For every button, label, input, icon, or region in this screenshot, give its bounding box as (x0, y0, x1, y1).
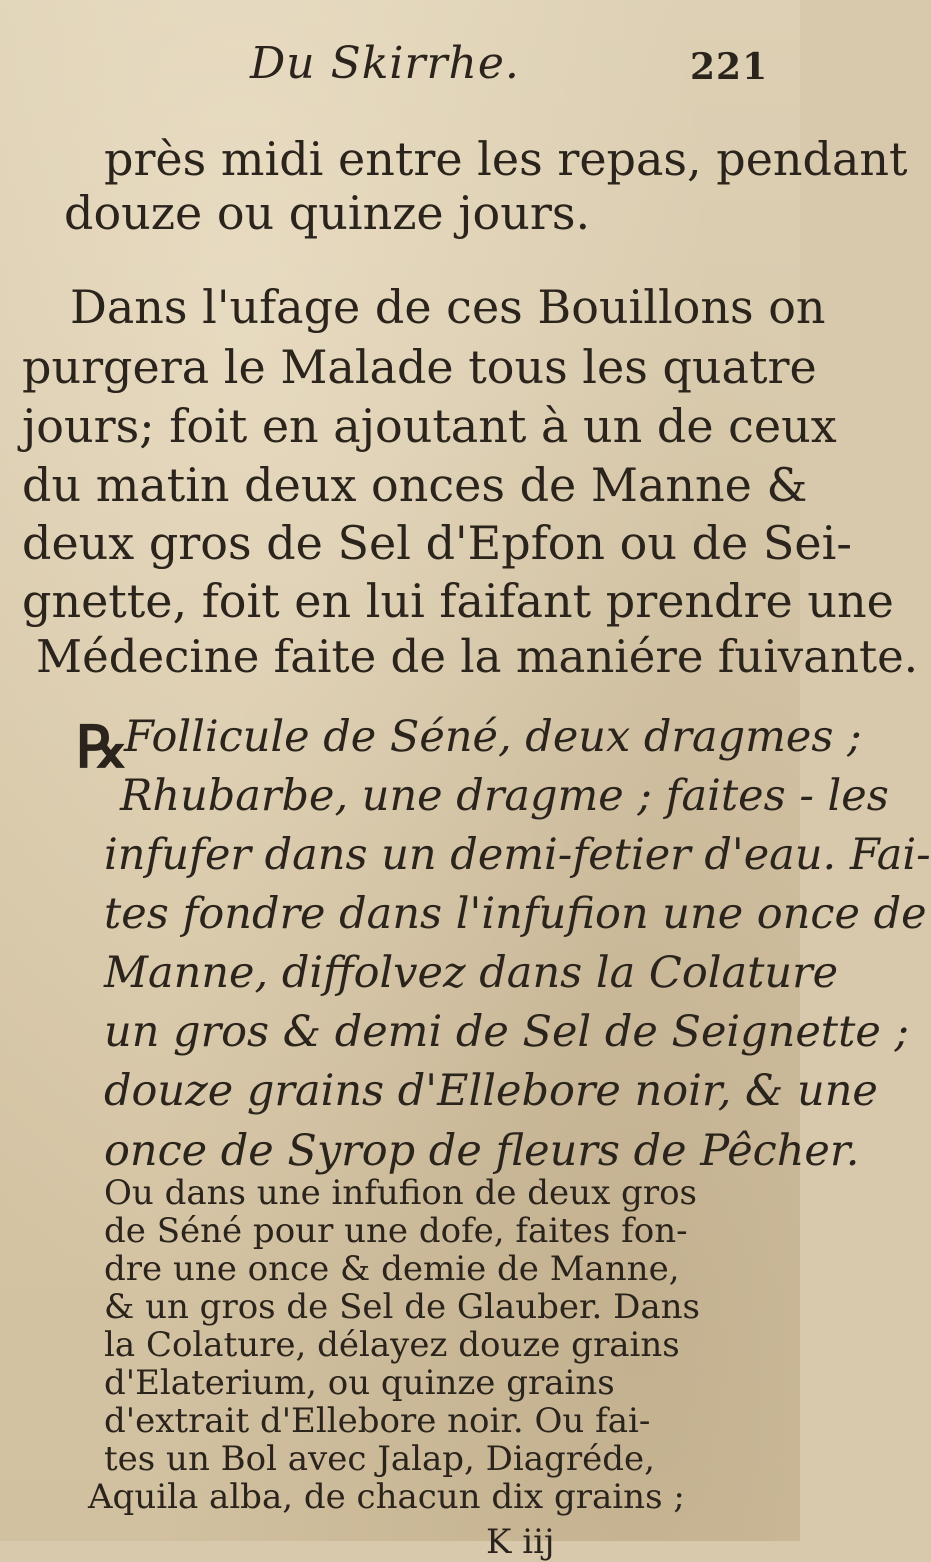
running-head: Du Skirrhe. (250, 38, 520, 89)
text-line: & un gros de Sel de Glauber. Dans (104, 1287, 700, 1327)
text-line: d'Elaterium, ou quinze grains (104, 1363, 615, 1403)
text-line: Follicule de Séné, deux dragmes ; (124, 712, 862, 762)
text-line: la Colature, délayez douze grains (104, 1325, 680, 1365)
text-line: dre une once & demie de Manne, (104, 1249, 680, 1289)
text-line: douze ou quinze jours. (64, 186, 591, 240)
text-line: Aquila alba, de chacun dix grains ; (88, 1477, 685, 1517)
text-line: douze grains d'Ellebore noir, & une (104, 1066, 878, 1116)
text-line: tes un Bol avec Jalap, Diagréde, (104, 1439, 655, 1479)
text-line: Médecine faite de la maniére fuivante. (36, 630, 919, 683)
text-line: Manne, diffolvez dans la Colature (104, 948, 839, 998)
text-line: un gros & demi de Sel de Seignette ; (104, 1007, 909, 1057)
text-line: Ou dans une infufion de deux gros (104, 1173, 697, 1213)
recipe-symbol: ℞ (76, 713, 128, 781)
text-line: purgera le Malade tous les quatre (22, 340, 817, 394)
text-line: gnette, foit en lui faifant prendre une (22, 574, 894, 628)
text-line: de Séné pour une dofe, faites fon- (104, 1211, 688, 1251)
text-line: près midi entre les repas, pendant (104, 132, 908, 186)
page-header (0, 38, 800, 98)
signature-mark: K iij (486, 1522, 555, 1562)
text-line: du matin deux onces de Manne & (22, 458, 808, 512)
text-line: jours; foit en ajoutant à un de ceux (22, 399, 837, 453)
page-number: 221 (690, 46, 769, 88)
text-line: once de Syrop de fleurs de Pêcher. (104, 1126, 860, 1176)
text-line: Dans l'ufage de ces Bouillons on (70, 280, 826, 334)
text-line: tes fondre dans l'infufion une once de (104, 889, 927, 939)
text-line: Rhubarbe, une dragme ; faites - les (120, 771, 889, 821)
text-line: deux gros de Sel d'Epfon ou de Sei- (22, 516, 852, 570)
text-line: d'extrait d'Ellebore noir. Ou fai- (104, 1401, 651, 1441)
text-line: infufer dans un demi-fetier d'eau. Fai- (104, 830, 931, 880)
